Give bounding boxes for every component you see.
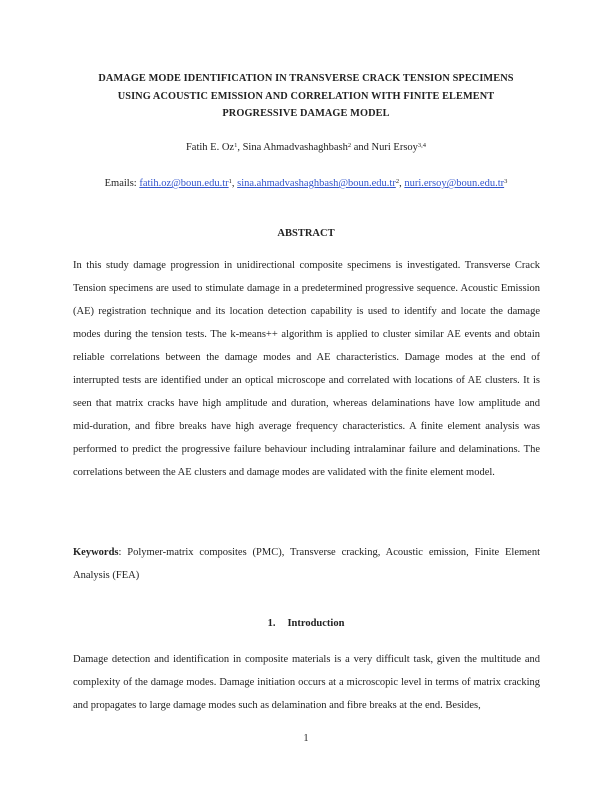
title-line-3: PROGRESSIVE DAMAGE MODEL	[222, 108, 390, 119]
title-line-2: USING ACOUSTIC EMISSION AND CORRELATION WITH FINITE ELEMENT	[117, 90, 495, 102]
author-affiliation: 2	[347, 142, 352, 149]
page-number: 1	[303, 733, 309, 744]
author-affiliation: 1	[234, 142, 238, 149]
author-separator: ,	[237, 142, 243, 153]
author-name: Sina Ahmadvashaghbash	[242, 142, 348, 153]
section-heading	[0, 618, 612, 629]
keywords-label: Keywords	[73, 547, 119, 558]
email-link-3[interactable]: nuri.ersoy@boun.edu.tr	[404, 178, 505, 189]
intro-paragraph: Damage detection and identification in composite materials is a very difficult task, given the multitude and complexity of the damage modes. Damage initiation occurs at a microscopic level in terms of matrix cracking and propagates to large damage modes such as delamination and fibre breaks at the end. Besides,	[73, 654, 540, 711]
author-affiliation: 3,4	[417, 142, 427, 149]
email-list	[0, 178, 612, 189]
email-separator: ,	[231, 178, 238, 189]
section-title: Introduction	[287, 618, 345, 629]
email-link-2[interactable]: sina.ahmadvashaghbash@boun.edu.tr	[237, 178, 396, 189]
emails-label: Emails:	[104, 178, 140, 189]
email-affiliation: 1	[228, 178, 232, 185]
keywords-text: : Polymer-matrix composites (PMC), Transverse cracking, Acoustic emission, Finite Element Analysis (FEA)	[73, 547, 540, 581]
author-list	[0, 142, 612, 153]
author-name: Fatih E. Oz	[185, 142, 235, 153]
section-number: 1.	[267, 618, 276, 629]
abstract-paragraph: In this study damage progression in unidirectional composite specimens is investigated. Transverse Crack Tension specimens are used to stimulate damage in a predetermined progressive sequence. Acoustic Emission (AE) registration technique and its location detection capability is used to identify and locate the damage modes during the tension tests. The k-means++ algorithm is applied to cluster similar AE events and obtain reliable correlations between the damage modes and AE characteristics. Damage modes at the end of interrupted tests are identified under an optical microscope and correlated with locations of AE clusters. It is seen that matrix cracks have high amplitude and duration, whereas delaminations have low amplitude and mid-duration, and fibre breaks have high average frequency characteristics. A finite element analysis was performed to predict the progressive failure behaviour including intralaminar failure and delaminations. The correlations between the AE clusters and damage modes are validated with the finite element model.	[73, 260, 540, 478]
email-affiliation: 3	[504, 178, 508, 185]
author-name: Nuri Ersoy	[371, 142, 418, 153]
author-separator: and	[351, 142, 372, 153]
email-separator: ,	[399, 178, 405, 189]
email-link-1[interactable]: fatih.oz@boun.edu.tr	[139, 178, 229, 189]
title-line-1: DAMAGE MODE IDENTIFICATION IN TRANSVERSE CRACK TENSION SPECIMENS	[98, 73, 514, 84]
keywords-paragraph	[73, 541, 540, 587]
paper-title	[60, 70, 552, 123]
email-affiliation: 2	[395, 178, 400, 185]
abstract-heading: ABSTRACT	[277, 228, 335, 239]
